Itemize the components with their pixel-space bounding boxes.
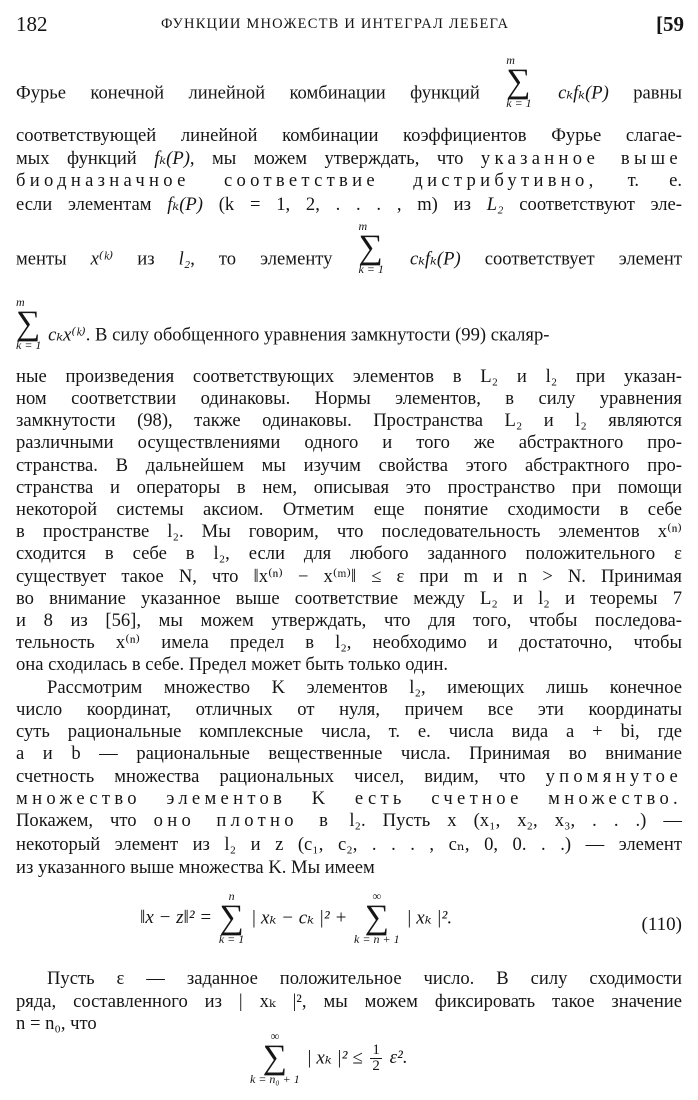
equation-final: ∞ ∑ k = n₀ + 1 | xₖ |² ≤ $\frac{1}{2}$ ε². <box>250 1029 408 1086</box>
equation-number: (110) <box>641 914 682 935</box>
sum-symbol: ∞ ∑ k = n₀ + 1 <box>250 1029 300 1086</box>
section-number: [59 <box>656 12 684 36</box>
text-line: Покажем, что оно плотно в l₂. Пусть x (x₁, x₂, x₃, . . .) — <box>16 810 683 831</box>
text-line: некоторый элемент из l₂ и z (c₁, c₂, . . . , cₙ, 0, 0. . .) — элемент <box>16 834 682 855</box>
text-line: менты x⁽ᵏ⁾ из l₂, то элементу m ∑ k = 1 cₖfₖ(P) соответствует элемент <box>16 219 682 276</box>
text-line: Фурье конечной линейной комбинации функций m ∑ k = 1 cₖfₖ(P) равны <box>16 53 683 110</box>
text-line: биодназначное соответствие дистрибутивно, т. е. <box>16 170 682 191</box>
text-line: существует такое N, что ‖x⁽ⁿ⁾ − x⁽ᵐ⁾‖ ≤ ε при m и n > N. Принимая <box>16 566 682 587</box>
text-line: тельность x⁽ⁿ⁾ имела предел в l₂, необходимо и достаточно, чтобы <box>16 632 682 653</box>
text-line: число координат, отличных от нуля, причем все эти координаты <box>16 699 682 720</box>
text-line: и 8 из [56], мы можем утверждать, что для того, чтобы последова- <box>16 610 682 631</box>
text-line: странства. В дальнейшем мы изучим свойства этого абстрактного про- <box>16 455 682 476</box>
equation-110: ‖x − z‖² = n ∑ k = 1 | xₖ − cₖ |² + ∞ ∑ k = n + 1 | xₖ |². <box>140 889 453 946</box>
text-line: различными осуществлениями одного и того же абстрактного про- <box>16 432 682 453</box>
text-line: множество элементов K есть счетное множество. <box>16 788 682 809</box>
text-line: мых функций fₖ(P), мы можем утверждать, что указанное выше <box>16 148 682 169</box>
text-line: ряда, составленного из | xₖ |², мы можем фиксировать такое значение <box>16 991 682 1012</box>
text-line: если элементам fₖ(P) (k = 1, 2, . . . , m) из L₂ соответствуют эле- <box>16 194 682 215</box>
text-line: суть рациональные комплексные числа, т. е. числа вида a + bi, где <box>16 721 682 742</box>
text-line: странства и операторы в нем, описывая это пространство при помощи <box>16 477 682 498</box>
text-line: сходится в себе в l₂, если для любого заданного положительного ε <box>16 543 682 564</box>
text-line: Пусть ε — заданное положительное число. В силу сходимости <box>47 968 682 989</box>
text-line: m ∑ k = 1 cₖx⁽ᵏ⁾. В силу обобщенного уравнения замкнутости (99) скаляр- <box>16 295 550 352</box>
text-line: из указанного выше множества K. Мы имеем <box>16 857 375 878</box>
text-line: ные произведения соответствующих элементов в L₂ и l₂ при указан- <box>16 366 682 387</box>
text-line: Рассмотрим множество K элементов l₂, имеющих лишь конечное <box>47 677 682 698</box>
text-line: она сходилась в себе. Предел может быть только один. <box>16 654 449 675</box>
fraction-one-half: $\frac{1}{2}$ <box>372 1041 380 1074</box>
sum-symbol: m ∑ k = 1 <box>16 295 42 352</box>
sum-symbol: n ∑ k = 1 <box>218 889 245 946</box>
page-number: 182 <box>16 12 48 36</box>
text-line: некоторой системы аксиом. Отметим еще понятие сходимости в себе <box>16 499 682 520</box>
running-head: ФУНКЦИИ МНОЖЕСТВ И ИНТЕГРАЛ ЛЕБЕГА <box>161 16 510 32</box>
text-line: в пространстве l₂. Мы говорим, что последовательность элементов x⁽ⁿ⁾ <box>16 521 682 542</box>
text-line: соответствующей линейной комбинации коэффициентов Фурье слагае- <box>16 125 682 146</box>
text-line: ном соответствии одинаковы. Нормы элементов, в силу уравнения <box>16 388 682 409</box>
page-header <box>16 12 684 38</box>
sum-symbol: ∞ ∑ k = n + 1 <box>354 889 400 946</box>
sum-symbol: m ∑ k = 1 <box>358 219 384 276</box>
text-line: n = n₀, что <box>16 1013 97 1034</box>
sum-symbol: m ∑ k = 1 <box>506 53 532 110</box>
text-line: счетность множества рациональных чисел, видим, что упомянутое <box>16 766 682 787</box>
text-line: во внимание указанное выше соответствие между L₂ и l₂ и теоремы 7 <box>16 588 682 609</box>
text-line: a и b — рациональные вещественные числа. Принимая во внимание <box>16 743 682 764</box>
text-line: замкнутости (98), также одинаковы. Пространства L₂ и l₂ являются <box>16 410 682 431</box>
